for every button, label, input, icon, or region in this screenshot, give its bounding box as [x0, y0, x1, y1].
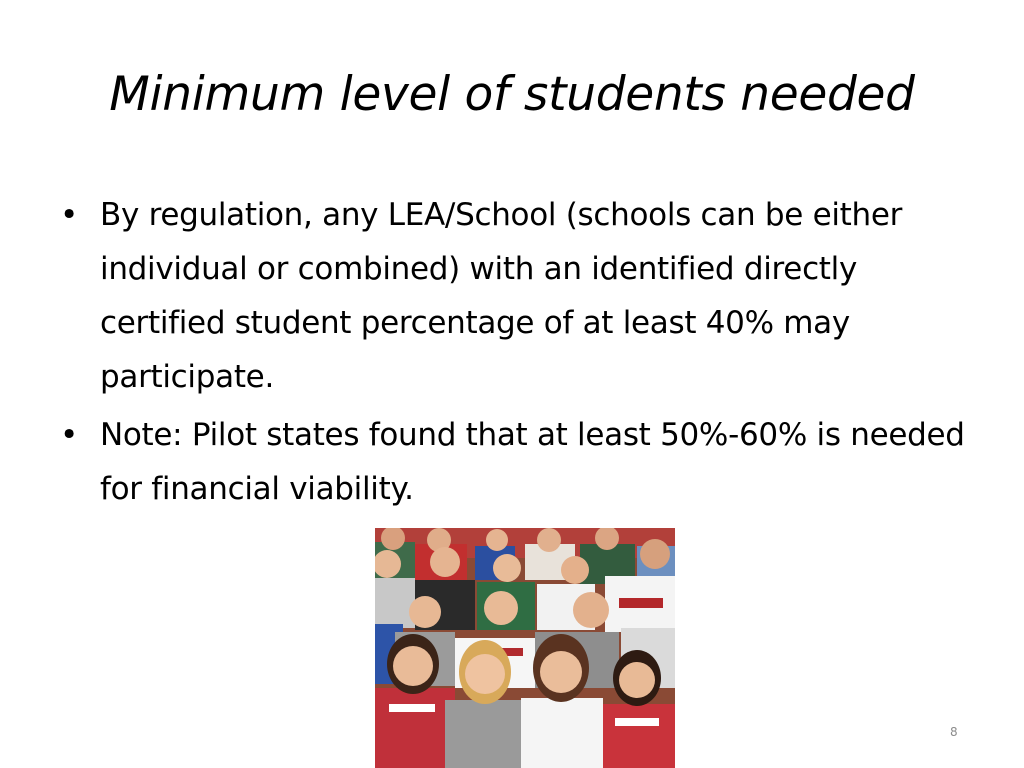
bullet-marker: • [60, 197, 78, 233]
bullet-list [56, 188, 976, 520]
bullet-item [56, 188, 976, 404]
bullet-text: By regulation, any LEA/School (schools can be either individual or combined) with an identified directly certified student percentage of at least 40% may participate. [100, 197, 903, 395]
slide-title: Minimum level of students needed [109, 67, 915, 122]
group-of-students-photo-icon [375, 528, 675, 768]
page-number: 8 [950, 725, 958, 739]
bullet-text: Note: Pilot states found that at least 50%-60% is needed for financial viability. [100, 417, 965, 507]
bullet-marker: • [60, 417, 78, 453]
bullet-item [56, 408, 976, 516]
students-photo [375, 528, 675, 768]
